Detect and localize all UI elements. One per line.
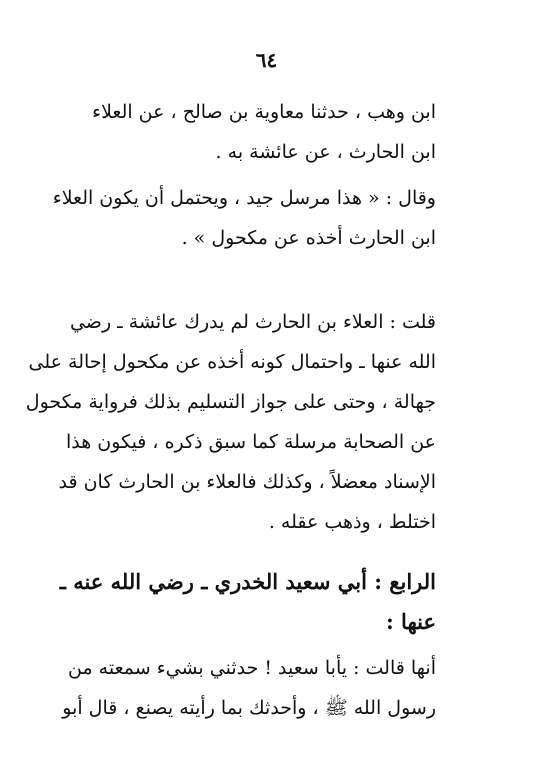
section-heading bbox=[28, 562, 436, 642]
text-line: جهالة ، وحتى على جواز التسليم بذلك فرواية مكحول bbox=[25, 391, 436, 413]
text-line: ابن الحارث أخذه عن مكحول » . bbox=[181, 227, 436, 249]
paragraph-isnad bbox=[28, 92, 436, 172]
page-body bbox=[25, 92, 436, 728]
paragraph-quote bbox=[28, 178, 436, 258]
text-line: ابن الحارث ، عن عائشة به . bbox=[215, 141, 436, 163]
text-line: وقال : « هذا مرسل جيد ، ويحتمل أن يكون العلاء bbox=[52, 187, 436, 209]
paragraph-hadith bbox=[28, 648, 436, 728]
text-line: عن الصحابة مرسلة كما سبق ذكره ، فيكون هذا bbox=[66, 431, 436, 453]
text-line: ابن وهب ، حدثنا معاوية بن صالح ، عن العلاء bbox=[92, 101, 436, 123]
text-line: اختلط ، وذهب عقله . bbox=[268, 511, 436, 533]
heading-line: عنها : bbox=[385, 609, 436, 634]
text-line: رسول الله ﷺ ، وأحدثك بما رأيته يصنع ، قال أبو bbox=[62, 697, 436, 719]
text-line: الله عنها ـ واحتمال كونه أخذه عن مكحول إحالة على bbox=[28, 351, 436, 373]
page-number: ٦٤ bbox=[255, 48, 278, 72]
text-line: قلت : العلاء بن الحارث لم يدرك عائشة ـ رضي bbox=[69, 311, 436, 333]
paragraph-commentary bbox=[25, 302, 436, 542]
text-line: أنها قالت : يأبا سعيد ! حدثني بشيء سمعته من bbox=[68, 657, 436, 679]
heading-line: الرابع : أبي سعيد الخدري ـ رضي الله عنه ـ bbox=[59, 569, 436, 594]
text-line: الإسناد معضلاً ، وكذلك فالعلاء بن الحارث كان قد bbox=[58, 471, 436, 493]
